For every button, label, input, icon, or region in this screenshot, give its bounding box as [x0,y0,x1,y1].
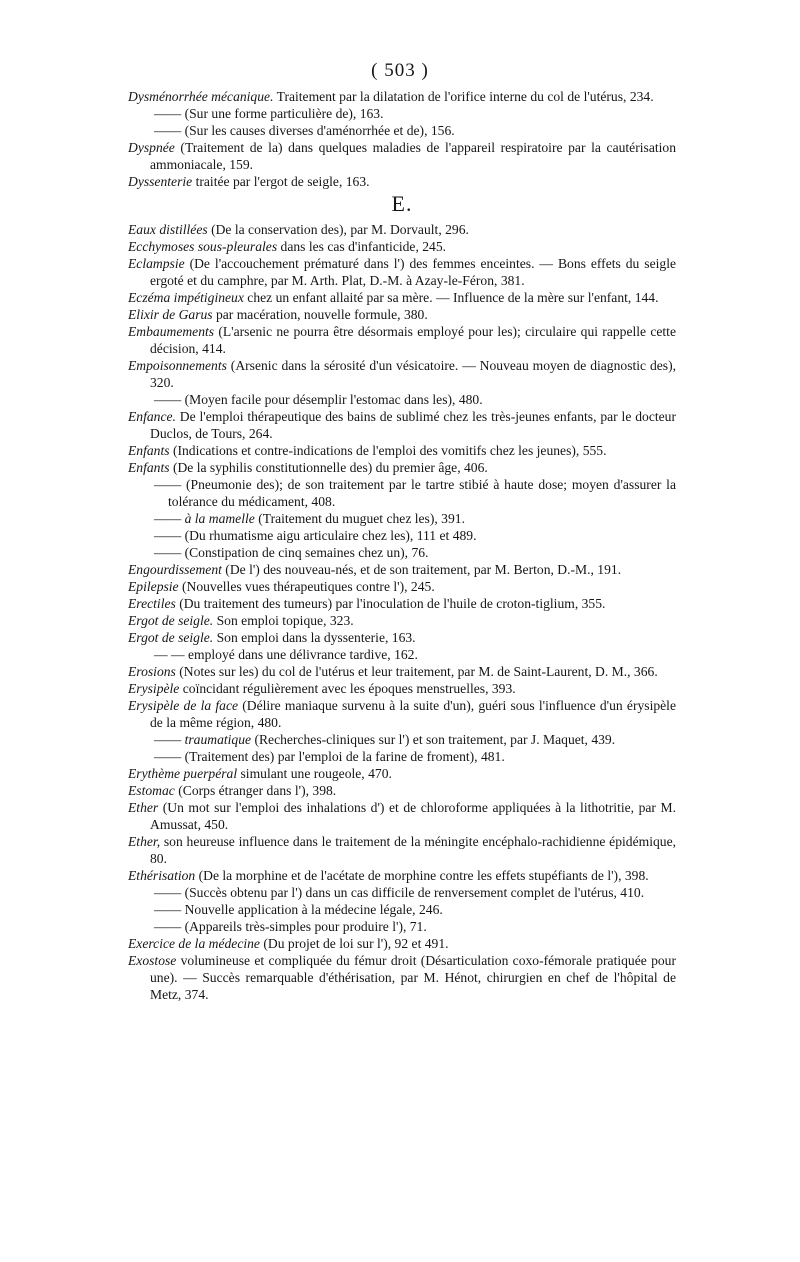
entry-text: dans les cas d'infanticide, 245. [277,239,447,254]
entry-text: (Corps étranger dans l'), 398. [174,783,337,798]
section-letter: E. [391,191,413,216]
index-entry [128,646,676,663]
entry-term: Eczéma impétigineux [128,290,244,305]
entry-term: Dyssenterie [128,174,193,189]
continuation-dash: —— [154,545,182,560]
entry-text: (Du projet de loi sur l'), 92 et 491. [259,936,449,951]
entry-text: (Du rhumatisme aigu articulaire chez les), 111 et 489. [181,528,477,543]
continuation-dash: —— [154,528,182,543]
entry-term: Eaux distillées [128,222,208,237]
index-entry [128,731,676,748]
entry-term: Eclampsie [128,256,185,271]
entry-term: Elixir de Garus [128,307,213,322]
index-entry [128,901,676,918]
entry-term: Erectiles [128,596,176,611]
entry-text: (De l') des nouveau-nés, et de son traitement, par M. Berton, D.-M., 191. [221,562,622,577]
entry-text: simulant une rougeole, 470. [237,766,392,781]
entry-text: Traitement par la dilatation de l'orifice interne du col de l'utérus, 234. [273,89,654,104]
index-entry [128,629,676,646]
entry-text: Son emploi topique, 323. [213,613,354,628]
entry-term: Ecchymoses sous-pleurales [128,239,278,254]
index-entry [128,527,676,544]
entry-term: Ethérisation [128,868,196,883]
entry-term: Enfance. [128,409,176,424]
entry-term: Ergot de seigle. [128,630,214,645]
entry-text: (Arsenic dans la sérosité d'un vésicatoire. — Nouveau moyen de diagnostic des), 320. [150,358,676,390]
continuation-dash: —— [154,919,182,934]
entry-text: (Un mot sur l'emploi des inhalations d') et de chloroforme appliquées à la lithotritie, par M. Amussat, 450. [150,800,676,832]
entry-text: De l'emploi thérapeutique des bains de sublimé chez les très-jeunes enfants, par le docteur Duclos, de Tours, 264. [150,409,676,441]
continuation-dash: — — [154,647,185,662]
index-entry [128,561,676,578]
index-entry [128,105,676,122]
entry-text: (Nouvelles vues thérapeutiques contre l'), 245. [178,579,435,594]
entry-text: volumineuse et compliquée du fémur droit (Désarticulation coxo-fémorale pratiquée pour une). — Succès remarquable d'éthérisation, par M. Hénot, chirurgien en chef de l'hôpital de Metz, 374. [150,953,676,1002]
index-entry [128,884,676,901]
index-entry [128,173,676,190]
index-entry [128,544,676,561]
entry-text: employé dans une délivrance tardive, 162. [184,647,418,662]
page-number: ( 503 ) [371,60,429,81]
entry-text: (Traitement des) par l'emploi de la farine de froment), 481. [181,749,505,764]
entry-text: (De la conservation des), par M. Dorvault, 296. [207,222,469,237]
continuation-dash: —— [154,885,182,900]
entry-term: Enfants [128,460,170,475]
index-entry [128,238,676,255]
continuation-dash: —— [154,511,182,526]
entry-text: (Délire maniaque survenu à la suite d'un), guéri sous l'influence d'un érysipèle de la même région, 480. [150,698,676,730]
index-entry [128,765,676,782]
index-entry [128,139,676,173]
continuation-dash: —— [154,732,182,747]
entry-text: (Constipation de cinq semaines chez un), 76. [181,545,429,560]
index-entry [128,255,676,289]
index-entry [128,88,676,105]
entry-text: (Appareils très-simples pour produire l'), 71. [181,919,427,934]
entry-term: Ergot de seigle. [128,613,214,628]
index-entry [128,918,676,935]
index-entry [128,867,676,884]
entry-term: Enfants [128,443,170,458]
index-entry [128,221,676,238]
index-entry [128,833,676,867]
index-entry [128,391,676,408]
index-entry [128,289,676,306]
entry-text: Nouvelle application à la médecine légale, 246. [181,902,443,917]
entry-text: (Traitement du muguet chez les), 391. [254,511,465,526]
entry-text: (Du traitement des tumeurs) par l'inoculation de l'huile de croton-tiglium, 355. [175,596,606,611]
index-entry [128,578,676,595]
entry-text: coïncidant régulièrement avec les époques menstruelles, 393. [179,681,516,696]
entry-term: à la mamelle [181,511,255,526]
entry-text: traitée par l'ergot de seigle, 163. [192,174,370,189]
entry-term: Erythème puerpéral [128,766,238,781]
index-entry [128,612,676,629]
entry-text: Son emploi dans la dyssenterie, 163. [213,630,416,645]
entry-term: Ether [128,800,159,815]
index-entry [128,782,676,799]
index-entry [128,510,676,527]
index-entry [128,799,676,833]
continuation-dash: —— [154,902,182,917]
entry-term: Engourdissement [128,562,222,577]
entry-text: (De la syphilis constitutionnelle des) du premier âge, 406. [169,460,488,475]
continuation-dash: —— [154,123,182,138]
index-entry [128,323,676,357]
index-entries [128,88,676,1003]
entry-text: chez un enfant allaité par sa mère. — Influence de la mère sur l'enfant, 144. [243,290,659,305]
continuation-dash: —— [154,106,182,121]
entry-text: (Pneumonie des); de son traitement par le tartre stibié à haute dose; moyen d'assurer la tolérance du médicament, 408. [168,477,676,509]
entries-d-group [128,88,676,190]
entry-term: Ether, [128,834,161,849]
entry-text: (Indications et contre-indications de l'emploi des vomitifs chez les jeunes), 555. [169,443,607,458]
entry-text: (Sur une forme particulière de), 163. [181,106,384,121]
entry-term: Empoisonnements [128,358,227,373]
index-entry [128,476,676,510]
entry-text: (Notes sur les) du col de l'utérus et leur traitement, par M. de Saint-Laurent, D. M., 366. [175,664,658,679]
entry-text: (De la morphine et de l'acétate de morphine contre les effets stupéfiants de l'), 398. [195,868,649,883]
index-entry [128,459,676,476]
entry-text: par macération, nouvelle formule, 380. [212,307,428,322]
entry-term: Erysipèle de la face [128,698,239,713]
entry-term: Embaumements [128,324,215,339]
index-entry [128,663,676,680]
index-entry [128,442,676,459]
entry-term: Dyspnée [128,140,175,155]
entry-text: son heureuse influence dans le traitement de la méningite encéphalo-rachidienne épidémique, 80. [150,834,676,866]
index-entry [128,595,676,612]
entry-text: (Moyen facile pour désemplir l'estomac dans les), 480. [181,392,483,407]
entry-term: Erysipèle [128,681,180,696]
entry-term: Erosions [128,664,176,679]
entry-term: Epilepsie [128,579,179,594]
entry-text: (L'arsenic ne pourra être désormais employé pour les); circulaire qui rappelle cette décision, 414. [150,324,676,356]
index-entry [128,408,676,442]
entry-text: (Succès obtenu par l') dans un cas difficile de renversement complet de l'utérus, 410. [181,885,645,900]
index-entry [128,935,676,952]
entry-term: traumatique [181,732,252,747]
entry-text: (De l'accouchement prématuré dans l') des femmes enceintes. — Bons effets du seigle ergoté et du camphre, par M. Arth. Plat, D.-M. à Azay-le-Féron, 381. [150,256,676,288]
index-entry [128,680,676,697]
entries-e-group [128,221,676,1003]
index-entry [128,697,676,731]
index-entry [128,122,676,139]
index-entry [128,357,676,391]
entry-term: Estomac [128,783,175,798]
entry-text: (Sur les causes diverses d'aménorrhée et de), 156. [181,123,455,138]
index-entry [128,952,676,1003]
continuation-dash: —— [154,392,182,407]
index-entry [128,748,676,765]
continuation-dash: —— [154,477,182,492]
entry-term: Exercice de la médecine [128,936,260,951]
continuation-dash: —— [154,749,182,764]
entry-text: (Recherches-cliniques sur l') et son traitement, par J. Maquet, 439. [251,732,616,747]
entry-term: Dysménorrhée mécanique. [128,89,274,104]
entry-text: (Traitement de la) dans quelques maladies de l'appareil respiratoire par la cautérisation ammoniacale, 159. [150,140,676,172]
index-entry [128,306,676,323]
entry-term: Exostose [128,953,177,968]
